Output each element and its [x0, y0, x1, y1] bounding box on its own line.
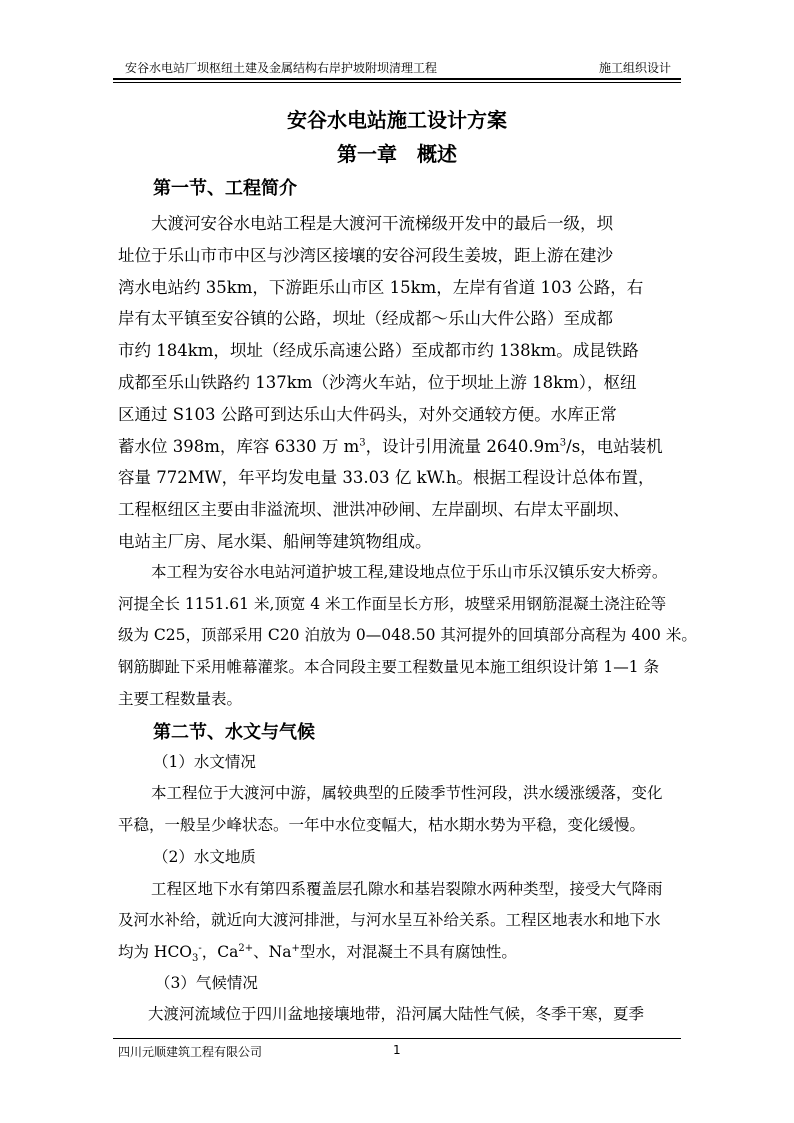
subsection-heading: （3）气候情况: [155, 974, 258, 992]
para-line: 市约 184km，坝址（经成乐高速公路）至成都市约 138km。成昆铁路: [118, 341, 639, 360]
text-run: 蓄水位 398m，库容 6330 万 m: [118, 437, 360, 456]
document-title: 安谷水电站施工设计方案: [287, 108, 507, 132]
superscript: +: [291, 942, 300, 954]
para-line: 本工程位于大渡河中游，属较典型的丘陵季节性河段，洪水缓涨缓落，变化: [151, 784, 663, 802]
para-line: 岸有太平镇至安谷镇的公路，坝址（经成都～乐山大件公路）至成都: [118, 309, 613, 328]
para-line: 容量 772MW，年平均发电量 33.03 亿 kW.h。根据工程设计总体布置，: [118, 468, 655, 487]
superscript: 3: [559, 437, 567, 449]
para-line: 址位于乐山市市中区与沙湾区接壤的安谷河段生姜坡，距上游在建沙: [118, 246, 613, 265]
text-run: ，设计引用流量 2640.9m: [365, 437, 560, 456]
para-line: 大渡河安谷水电站工程是大渡河干流梯级开发中的最后一级，坝: [151, 214, 613, 233]
para-line: 成都至乐山铁路约 137km（沙湾火车站，位于坝址上游 18km），枢纽: [118, 373, 637, 392]
chapter-title: 第一章 概述: [337, 142, 457, 166]
para-line: [118, 940, 517, 964]
text-run: /s，电站装机: [566, 437, 663, 456]
text-run: ，Ca: [201, 943, 239, 961]
subscript: 3: [192, 953, 199, 965]
subsection-heading: （2）水文地质: [153, 848, 256, 866]
text-run: 、Na: [253, 943, 292, 961]
footer-company: 四川元顺建筑工程有限公司: [118, 1045, 263, 1059]
para-line: 钢筋脚趾下采用帷幕灌浆。本合同段主要工程数量见本施工组织设计第 1—1 条: [118, 658, 660, 676]
para-line: 主要工程数量表。: [118, 690, 243, 708]
para-line: 平稳，一般呈少峰状态。一年中水位变幅大，枯水期水势为平稳，变化缓慢。: [118, 816, 646, 834]
para-line: 电站主厂房、尾水渠、船闸等建筑物组成。: [118, 532, 432, 551]
page-number: 1: [393, 1043, 401, 1057]
para-line: 大渡河流域位于四川盆地接壤地带，沿河属大陆性气候，冬季干寒，夏季: [148, 1005, 645, 1023]
text-run: 型水，对混凝土不具有腐蚀性。: [299, 943, 517, 961]
section-1-heading: 第一节、工程简介: [153, 178, 297, 199]
para-line: 级为 C25，顶部采用 C20 泊放为 0—048.50 其河提外的回填部分高程为 400 米。: [118, 626, 697, 644]
para-line: 湾水电站约 35km，下游距乐山市区 15km，左岸有省道 103 公路，右: [118, 278, 644, 297]
header-rule-thin: [113, 82, 681, 83]
header-doc-type: 施工组织设计: [598, 61, 671, 75]
subsection-heading: （1）水文情况: [153, 753, 256, 771]
superscript: -: [198, 942, 202, 954]
para-line: 本工程为安谷水电站河道护坡工程,建设地点位于乐山市乐汉镇乐安大桥旁。: [151, 563, 668, 581]
header-project-name: 安谷水电站厂坝枢纽土建及金属结构右岸护坡附坝清理工程: [125, 61, 438, 75]
para-line: 区通过 S103 公路可到达乐山大件码头，对外交通较方便。水库正常: [118, 405, 617, 424]
page-header: [113, 56, 681, 76]
para-line: [118, 433, 663, 457]
superscript: 2+: [238, 942, 254, 954]
para-line: 河提全长 1151.61 米,顶宽 4 米工作面呈长方形，坡壁采用钢筋混凝土浇注砼等: [118, 595, 667, 613]
header-rule-thick: [113, 78, 681, 80]
superscript: 3: [359, 437, 366, 449]
para-line: 及河水补给，就近向大渡河排泄，与河水呈互补给关系。工程区地表水和地下水: [118, 911, 661, 929]
para-line: 工程枢纽区主要由非溢流坝、泄洪冲砂闸、左岸副坝、右岸太平副坝、: [118, 500, 630, 519]
footer-rule: [113, 1038, 681, 1039]
section-2-heading: 第二节、水文与气候: [153, 722, 315, 743]
text-run: 均为 HCO: [118, 943, 193, 961]
para-line: 工程区地下水有第四系覆盖层孔隙水和基岩裂隙水两种类型，接受大气降雨: [151, 880, 663, 898]
